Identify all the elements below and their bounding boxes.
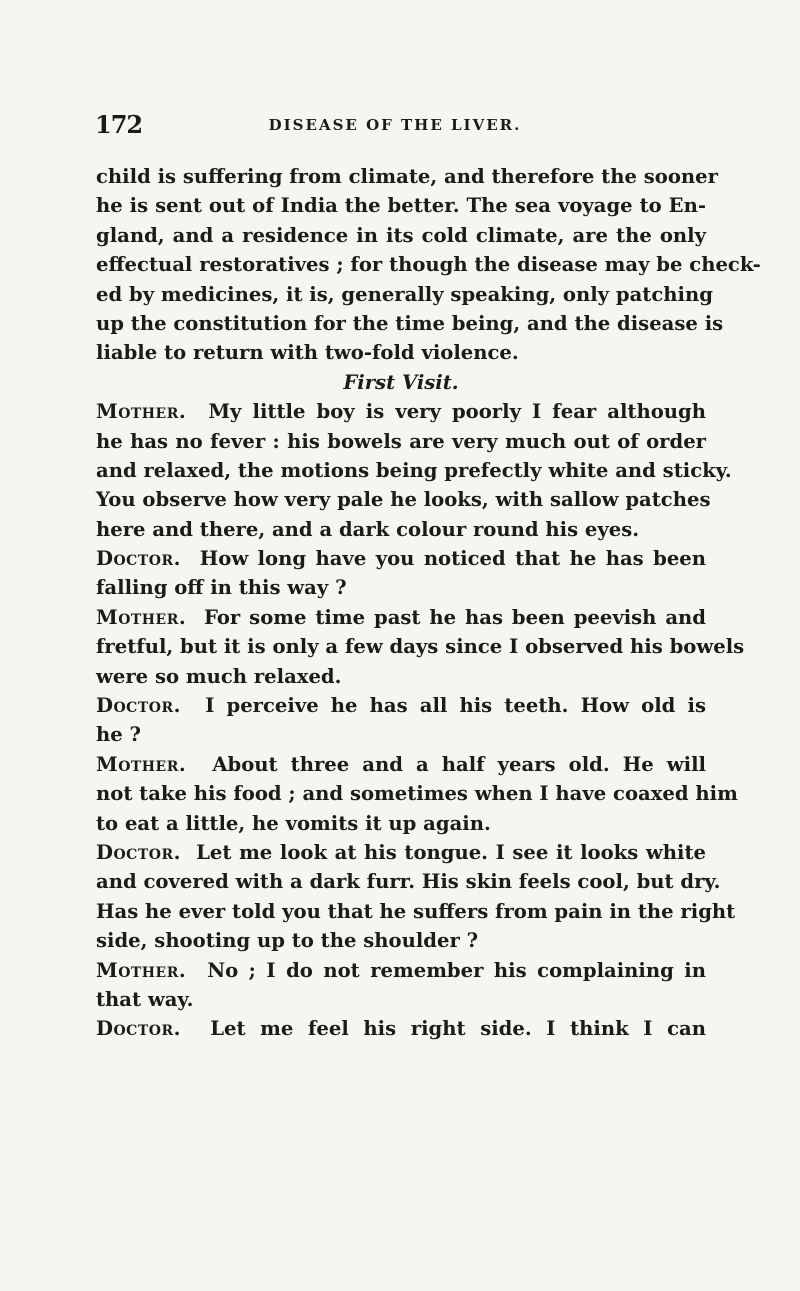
dialogue-line — [96, 691, 706, 720]
dialogue-line — [96, 838, 706, 867]
dialogue-text: My little boy is very poorly I fear although — [208, 400, 706, 424]
speaker-label: Doctor. — [96, 547, 181, 571]
text-line: Has he ever told you that he suffers from pain in the right — [96, 899, 736, 923]
text-line: effectual restoratives ; for though the disease may be check- — [96, 253, 761, 277]
speaker-label: Mother. — [96, 400, 187, 424]
dialogue-text: I perceive he has all his teeth. How old is — [205, 694, 706, 718]
text-line: here and there, and a dark colour round his eyes. — [96, 517, 640, 541]
text-line: and covered with a dark furr. His skin feels cool, but dry. — [96, 870, 721, 894]
text-line: side, shooting up to the shoulder ? — [96, 929, 479, 953]
page-header — [95, 110, 695, 150]
text-line: and relaxed, the motions being prefectly white and sticky. — [96, 458, 732, 482]
running-head: DISEASE OF THE LIVER. — [268, 116, 522, 134]
text-line: You observe how very pale he looks, with sallow patches — [96, 488, 711, 512]
text-line: he ? — [96, 723, 142, 747]
dialogue-line — [96, 956, 706, 985]
dialogue-line — [96, 603, 706, 632]
dialogue-text: About three and a half years old. He will — [212, 752, 706, 776]
text-line: that way. — [96, 987, 194, 1011]
text-line: he has no fever : his bowels are very much out of order — [96, 429, 706, 453]
text-line: gland, and a residence in its cold climate, are the only — [96, 223, 706, 247]
dialogue-text: Let me look at his tongue. I see it looks white — [196, 840, 706, 864]
text-line: fretful, but it is only a few days since I observed his bowels — [96, 635, 745, 659]
speaker-label: Doctor. — [96, 1017, 181, 1041]
speaker-label: Doctor. — [96, 840, 181, 864]
dialogue-line — [96, 750, 706, 779]
text-line: falling off in this way ? — [96, 576, 347, 600]
text-line: liable to return with two-fold violence. — [96, 341, 519, 365]
speaker-label: Mother. — [96, 605, 187, 629]
dialogue-text: Let me feel his right side. I think I can — [210, 1017, 706, 1041]
text-line: were so much relaxed. — [96, 664, 342, 688]
dialogue-line — [96, 1014, 706, 1043]
page-number: 172 — [95, 110, 143, 139]
text-line: ed by medicines, it is, generally speaking, only patching — [96, 282, 713, 306]
body-text — [96, 162, 761, 1044]
speaker-label: Mother. — [96, 752, 187, 776]
speaker-label: Doctor. — [96, 694, 181, 718]
dialogue-text: For some time past he has been peevish and — [204, 605, 706, 629]
dialogue-text: How long have you noticed that he has been — [199, 547, 706, 571]
text-line: to eat a little, he vomits it up again. — [96, 811, 491, 835]
text-line: child is suffering from climate, and therefore the sooner — [96, 165, 718, 188]
dialogue-text: No ; I do not remember his complaining in — [207, 958, 706, 982]
speaker-label: Mother. — [96, 958, 187, 982]
dialogue-line — [96, 397, 706, 426]
text-line: up the constitution for the time being, and the disease is — [96, 311, 724, 335]
text-line: he is sent out of India the better. The sea voyage to En- — [96, 194, 706, 218]
text-line: not take his food ; and sometimes when I have coaxed him — [96, 782, 738, 806]
section-heading: First Visit. — [343, 370, 459, 394]
dialogue-line — [96, 544, 706, 573]
